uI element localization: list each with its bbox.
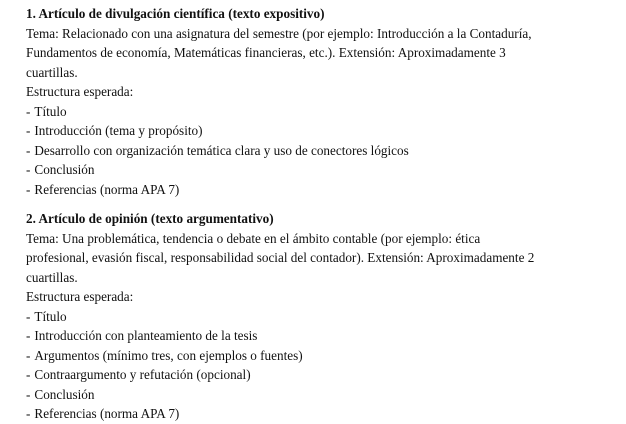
theme-line: cuartillas. — [26, 269, 78, 285]
theme-line: Tema: Una problemática, tendencia o debate en el ámbito contable (por ejemplo: ética — [26, 230, 481, 246]
bullet-dash: - — [26, 123, 31, 138]
list-item — [26, 307, 606, 327]
bullet-dash: - — [26, 347, 31, 363]
structure-label: Estructura esperada: — [26, 289, 134, 304]
structure-list — [26, 307, 606, 424]
list-item — [26, 404, 606, 424]
list-item-text: Introducción con planteamiento de la tesis — [34, 328, 258, 343]
list-item — [26, 365, 606, 385]
list-item-text: Título — [34, 103, 67, 119]
section-opinion-article — [26, 209, 606, 424]
list-item-text: Desarrollo con organización temática clara y uso de conectores lógicos — [34, 142, 409, 158]
bullet-dash: - — [26, 308, 31, 324]
bullet-dash: - — [26, 406, 31, 421]
theme-line: cuartillas. — [26, 64, 78, 80]
section-expository-article — [26, 4, 606, 199]
theme-line: Tema: Relacionado con una asignatura del semestre (por ejemplo: Introducción a la Contaduría, — [26, 25, 532, 41]
structure-list — [26, 102, 606, 200]
list-item-text: Referencias (norma APA 7) — [34, 181, 180, 197]
bullet-dash: - — [26, 367, 31, 382]
list-item — [26, 102, 606, 122]
list-item — [26, 121, 606, 141]
theme-line: profesional, evasión fiscal, responsabilidad social del contador). Extensión: Aproximadamente 2 — [26, 250, 535, 265]
bullet-dash: - — [26, 142, 31, 158]
document-body — [26, 4, 606, 424]
bullet-dash: - — [26, 103, 31, 119]
section-heading: 2. Artículo de opinión (texto argumentativo) — [26, 211, 274, 226]
list-item-text: Conclusión — [34, 386, 95, 402]
list-item-text: Referencias (norma APA 7) — [34, 406, 180, 421]
list-item — [26, 180, 606, 200]
list-item-text: Introducción (tema y propósito) — [34, 123, 203, 138]
theme-line: Fundamentos de economía, Matemáticas financieras, etc.). Extensión: Aproximadamente 3 — [26, 45, 506, 60]
list-item — [26, 141, 606, 161]
section-heading: 1. Artículo de divulgación científica (texto expositivo) — [26, 6, 325, 21]
list-item-text: Contraargumento y refutación (opcional) — [34, 367, 251, 382]
list-item-text: Argumentos (mínimo tres, con ejemplos o fuentes) — [34, 347, 303, 363]
list-item — [26, 346, 606, 366]
list-item-text: Conclusión — [34, 162, 95, 177]
bullet-dash: - — [26, 181, 31, 197]
list-item-text: Título — [34, 308, 67, 324]
bullet-dash: - — [26, 328, 31, 343]
list-item — [26, 385, 606, 405]
bullet-dash: - — [26, 386, 31, 402]
structure-label: Estructura esperada: — [26, 84, 134, 99]
bullet-dash: - — [26, 162, 31, 177]
list-item — [26, 160, 606, 180]
list-item — [26, 326, 606, 346]
